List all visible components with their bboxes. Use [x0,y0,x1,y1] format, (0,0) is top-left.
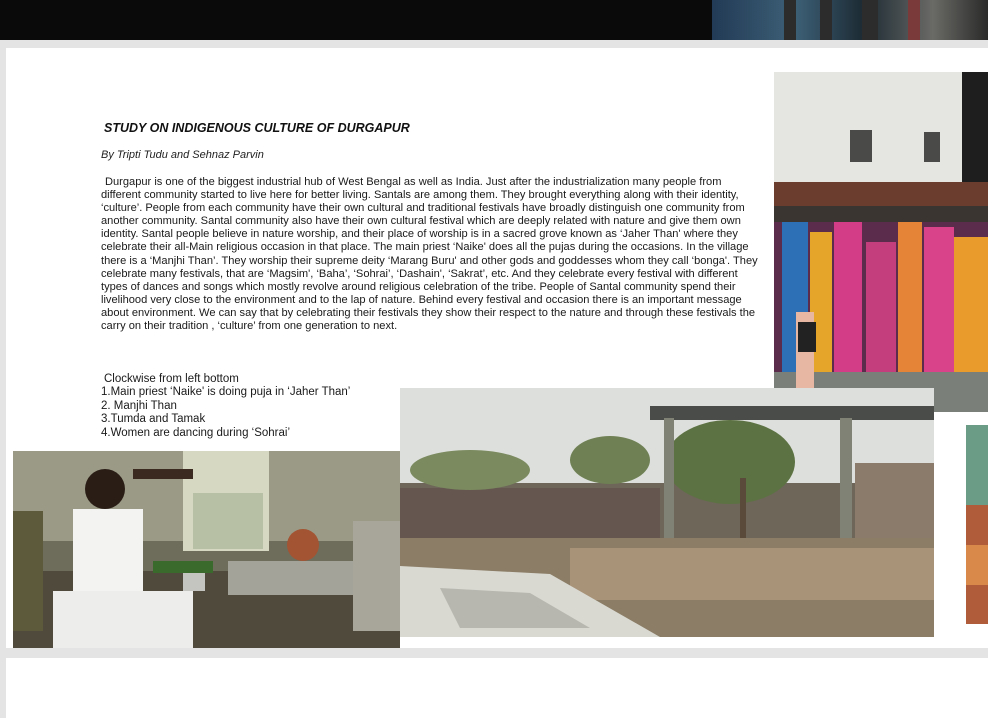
caption-item: 1.Main priest ‘Naike' is doing puja in ‘Jaher Than’ [101,386,351,399]
previous-page-photo [712,0,988,40]
dancers-photo [774,72,988,412]
caption-item: 4.Women are dancing during ‘Sohrai’ [101,426,291,439]
partial-photo [966,425,988,624]
captions-heading: Clockwise from left bottom [104,373,239,385]
caption-item: 2. Manjhi Than [101,399,177,412]
caption-item: 3.Tumda and Tamak [101,413,206,426]
article-title: STUDY ON INDIGENOUS CULTURE OF DURGAPUR [104,121,410,135]
manjhi-than-photo [400,388,934,637]
photo-captions [101,373,350,440]
next-document-page [6,658,988,718]
document-page [6,48,988,648]
priest-puja-photo [13,451,400,648]
article-body: Durgapur is one of the biggest industrial hub of West Bengal as well as India. Just after the industrialization many people from different community started to live here for better living. Santals are among them. They brought everything along with their identity, ‘culture’. People from each community have their own cultural and traditional festivals have broadly distinguish one community from another community. Santal community also have their own cultural festival which are deeply related with nature and give them own identity. Santal people believe in nature worship, and their place of worship is in a sacred grove known as ‘Jaher Than' where they celebrate their all-Main religious occasion in that place. The main priest ‘Naike' does all the pujas during the occasions. In the village there is a ‘Manjhi Than’. They worship their supreme deity ‘Marang Buru' and other gods and goddesses whom they call ‘bonga'. They celebrate many festivals, that are ‘Magsim', ‘Baha’, ‘Sohrai’, ‘Dashain', ‘Sakrat’, etc. And they celebrate every festival with different types of dances and songs which mostly revolve around religious celebration of the tribe. People of Santal community spend their livelihood very close to the environment and to the lap of nature. Behind every festival and occasion there is an important message about environment. We can say that by celebrating their festivals they show their respect to the nature and through these festivals the carry on their tradition , ‘culture’ from one generation to next. [101,176,758,333]
previous-page-strip [0,0,988,40]
article-byline: By Tripti Tudu and Sehnaz Parvin [101,149,264,161]
